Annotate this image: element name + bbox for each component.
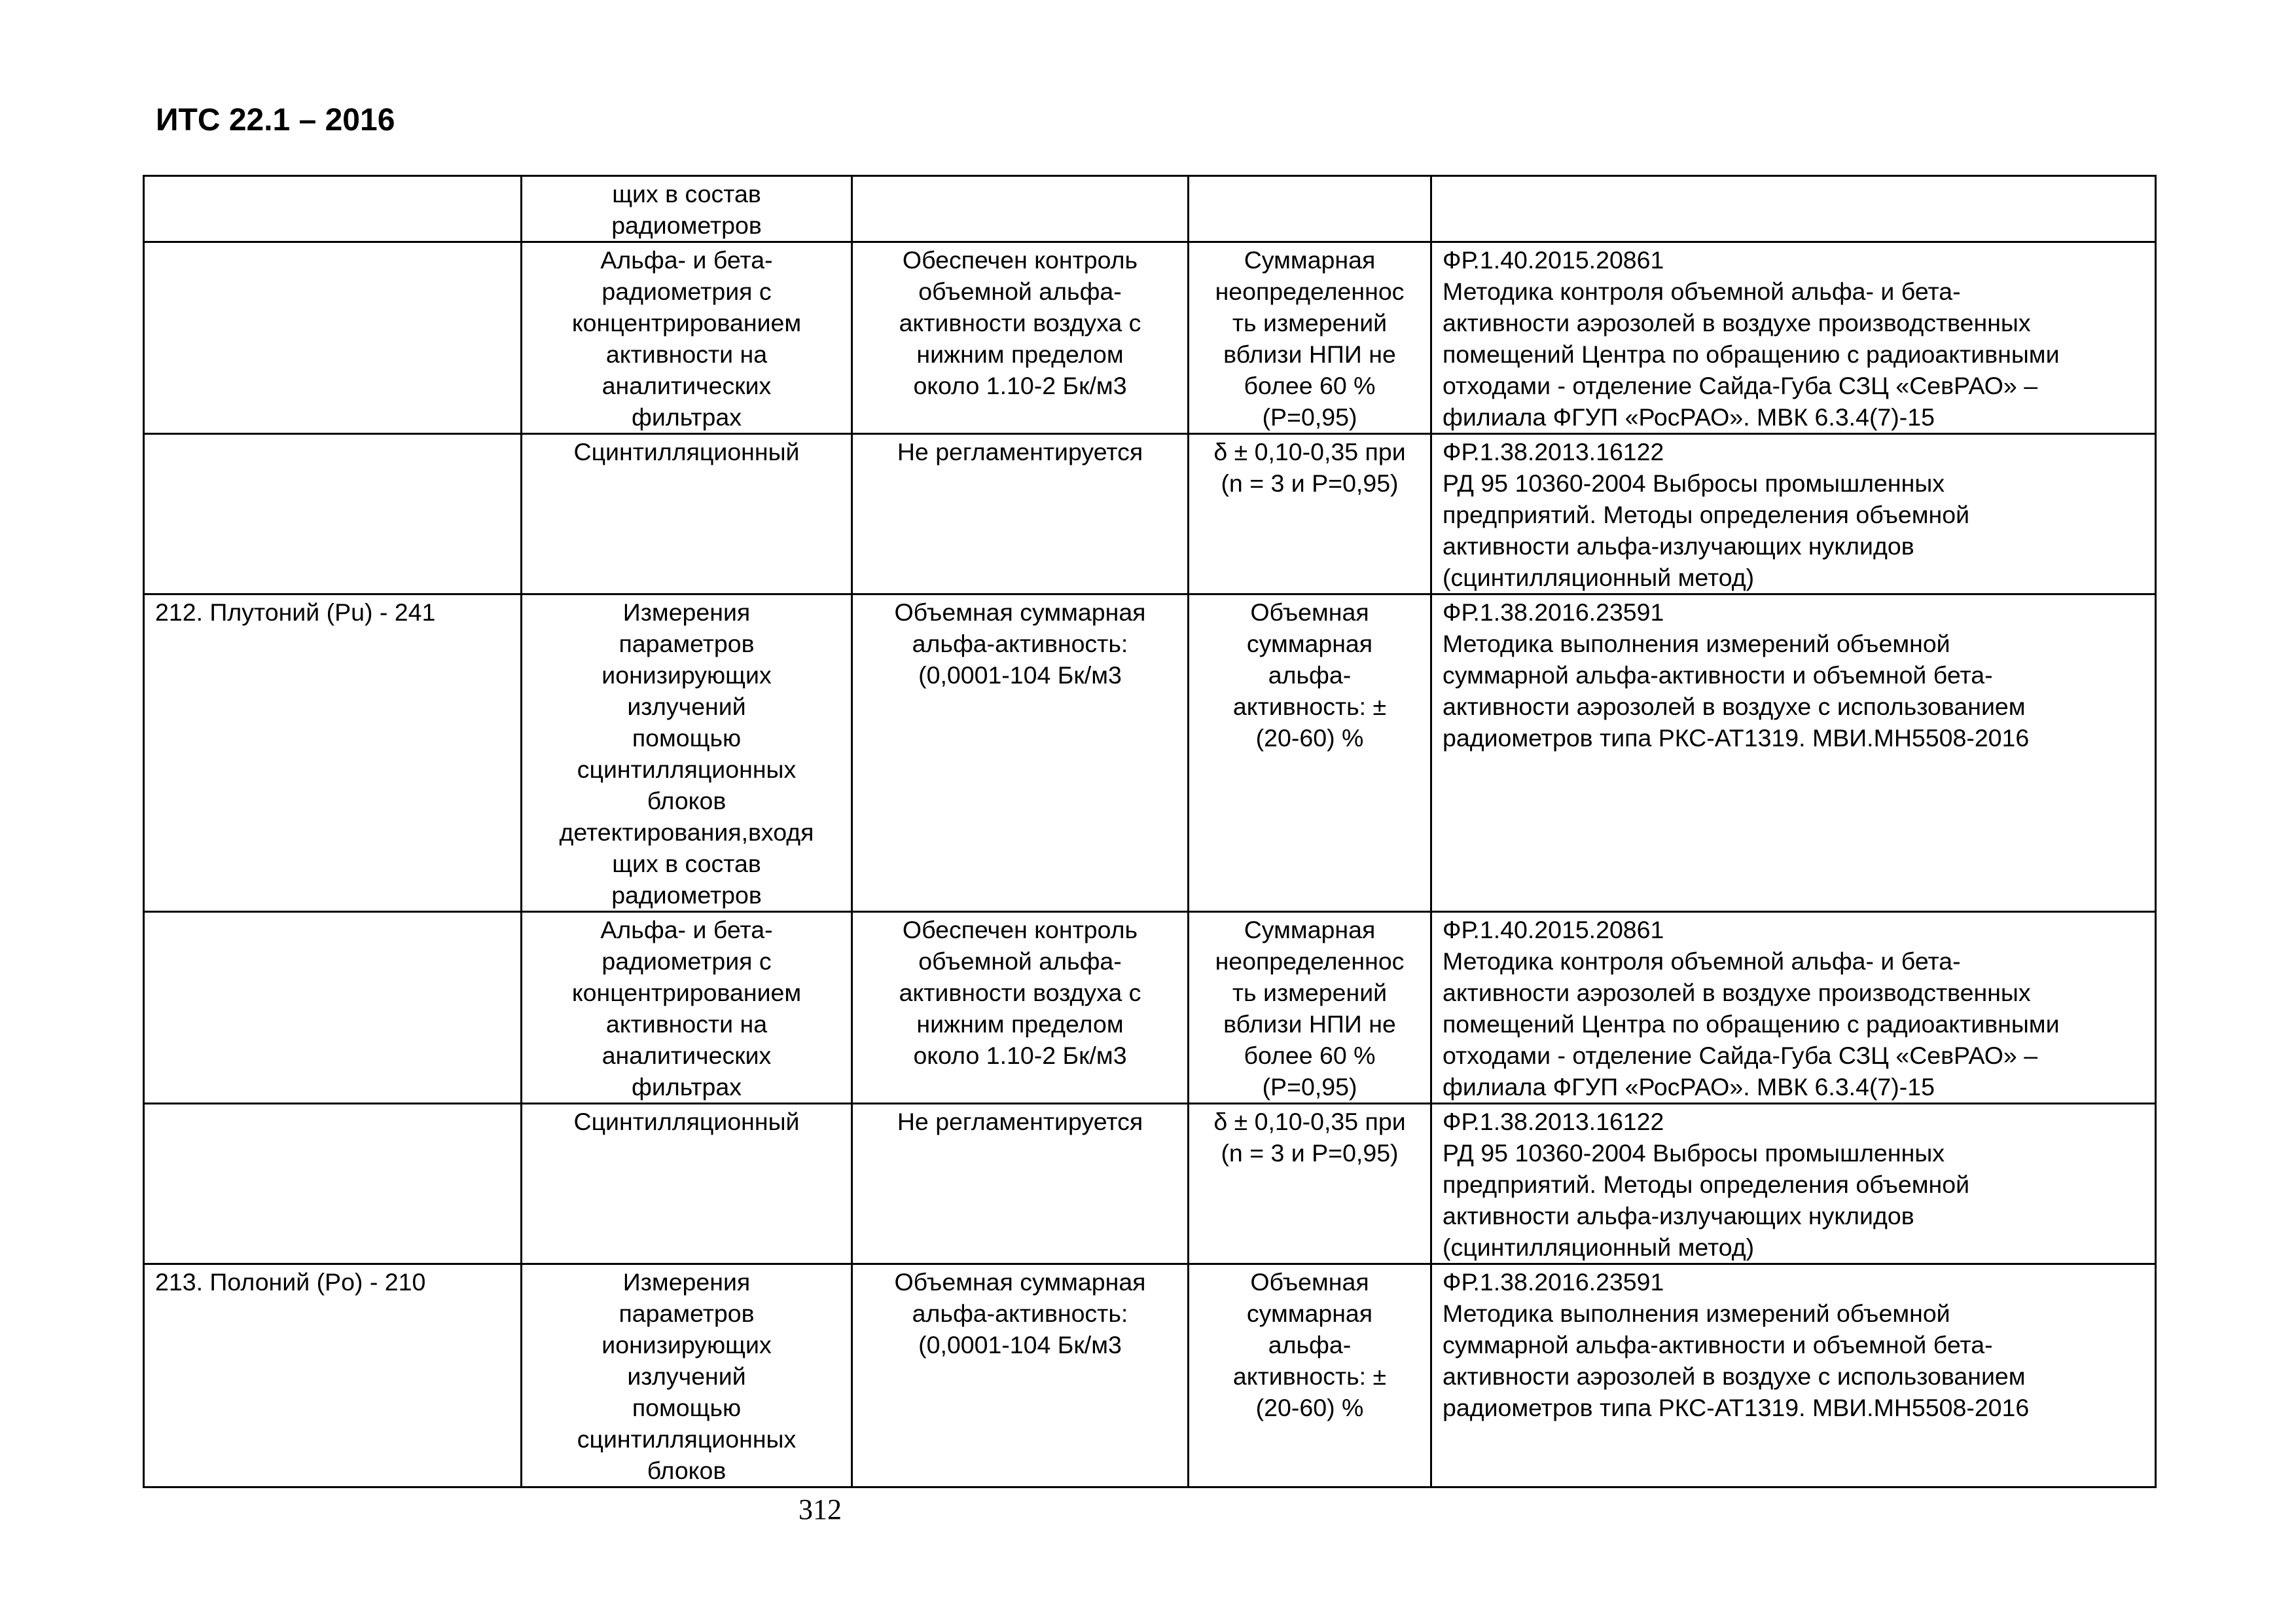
cell-line: Суммарная [1244, 246, 1376, 274]
cell-line: ть измерений [1232, 979, 1388, 1006]
substance-cell [144, 242, 522, 434]
substance-name: 212. Плутоний (Pu) - 241 [155, 598, 436, 626]
cell-line: более 60 % [1244, 372, 1376, 399]
cell-line: ФР.1.38.2013.16122 [1443, 438, 1664, 465]
cell-line: концентрированием [571, 979, 802, 1006]
cell-line: вблизи НПИ не [1223, 1010, 1396, 1038]
cell-line: отходами - отделение Сайда-Губа СЗЦ «СевРАО» – [1443, 1042, 2038, 1069]
page-number: 312 [798, 1493, 842, 1525]
accuracy-cell [1189, 594, 1431, 912]
cell-line: филиала ФГУП «РосРАО». МВК 6.3.4(7)-15 [1443, 403, 1935, 431]
cell-line: ФР.1.38.2016.23591 [1443, 1268, 1664, 1296]
range-cell [852, 176, 1189, 242]
document-cell [1431, 1264, 2156, 1487]
methods-table [143, 175, 2157, 1488]
table-row [144, 1104, 2156, 1264]
accuracy-cell [1189, 1104, 1431, 1264]
cell-line: нижним пределом [916, 340, 1124, 368]
cell-line: активности на [605, 1010, 768, 1038]
cell-line: параметров [619, 630, 755, 657]
cell-line: фильтрах [632, 1073, 742, 1101]
cell-line: ть измерений [1232, 309, 1388, 337]
cell-line: помощью [632, 724, 742, 752]
cell-line: Методика контроля объемной альфа- и бета- [1443, 947, 1961, 975]
document-cell [1431, 176, 2156, 242]
cell-line: РД 95 10360-2004 Выбросы промышленных [1443, 469, 1945, 497]
accuracy-cell [1189, 176, 1431, 242]
cell-line: фильтрах [632, 403, 742, 431]
cell-line: альфа-активность: [912, 1300, 1128, 1327]
accuracy-cell [1189, 1264, 1431, 1487]
document-cell [1431, 594, 2156, 912]
cell-line: Измерения [622, 1268, 751, 1296]
cell-line: помощью [632, 1394, 742, 1421]
accuracy-cell [1189, 242, 1431, 434]
method-cell [522, 176, 852, 242]
cell-line: (0,0001-104 Бк/м3 [918, 1331, 1122, 1359]
cell-line: блоков [647, 787, 726, 814]
range-cell [852, 912, 1189, 1104]
cell-line: (0,0001-104 Бк/м3 [918, 661, 1122, 689]
cell-line: отходами - отделение Сайда-Губа СЗЦ «СевРАО» – [1443, 372, 2038, 399]
cell-line: около 1.10-2 Бк/м3 [913, 1042, 1127, 1069]
cell-line: сцинтилляционных [577, 756, 797, 783]
cell-line: ионизирующих [601, 661, 772, 689]
cell-line: Методика контроля объемной альфа- и бета- [1443, 278, 1961, 305]
cell-line: неопределеннос [1215, 947, 1405, 975]
cell-line: радиометрия с [601, 278, 772, 305]
cell-line: Не регламентируется [897, 438, 1143, 465]
range-cell [852, 1264, 1189, 1487]
cell-line: концентрированием [571, 309, 802, 337]
cell-line: Сцинтилляционный [573, 438, 800, 465]
cell-line: активности аэрозолей в воздухе производственных [1443, 309, 2031, 337]
cell-line: ионизирующих [601, 1331, 772, 1359]
cell-line: активности на [605, 340, 768, 368]
method-cell [522, 1264, 852, 1487]
cell-line: активности аэрозолей в воздухе с использованием [1443, 693, 2026, 720]
table-row [144, 434, 2156, 594]
cell-line: неопределеннос [1215, 278, 1405, 305]
cell-line: (Р=0,95) [1262, 1073, 1357, 1101]
cell-line: радиометров [611, 211, 762, 239]
cell-line: альфа-активность: [912, 630, 1128, 657]
document-cell [1431, 1104, 2156, 1264]
method-cell [522, 434, 852, 594]
substance-cell [144, 912, 522, 1104]
cell-line: активности воздуха с [899, 309, 1141, 337]
method-cell [522, 912, 852, 1104]
cell-line: ФР.1.38.2016.23591 [1443, 598, 1664, 626]
cell-line: щих в состав [612, 180, 761, 208]
substance-cell [144, 434, 522, 594]
substance-cell [144, 1264, 522, 1487]
cell-line: предприятий. Методы определения объемной [1443, 501, 1970, 528]
cell-line: предприятий. Методы определения объемной [1443, 1171, 1970, 1198]
cell-line: активности альфа-излучающих нуклидов [1443, 532, 1914, 560]
cell-line: активности воздуха с [899, 979, 1141, 1006]
cell-line: Сцинтилляционный [573, 1108, 800, 1135]
cell-line: радиометров типа РКС-АТ1319. МВИ.МН5508-2016 [1443, 1394, 2030, 1421]
table-row [144, 594, 2156, 912]
accuracy-cell [1189, 434, 1431, 594]
method-cell [522, 242, 852, 434]
cell-line: филиала ФГУП «РосРАО». МВК 6.3.4(7)-15 [1443, 1073, 1935, 1101]
cell-line: суммарная [1246, 1300, 1373, 1327]
cell-line: помещений Центра по обращению с радиоактивными [1443, 340, 2060, 368]
cell-line: Альфа- и бета- [600, 916, 773, 943]
substance-cell [144, 594, 522, 912]
substance-cell [144, 176, 522, 242]
cell-line: альфа- [1268, 661, 1352, 689]
method-cell [522, 1104, 852, 1264]
method-cell [522, 594, 852, 912]
cell-line: суммарной альфа-активности и объемной бета- [1443, 661, 1993, 689]
substance-name: 213. Полоний (Po) - 210 [155, 1268, 426, 1296]
cell-line: ФР.1.40.2015.20861 [1443, 246, 1664, 274]
cell-line: радиометров типа РКС-АТ1319. МВИ.МН5508-2016 [1443, 724, 2030, 752]
cell-line: активности аэрозолей в воздухе производственных [1443, 979, 2031, 1006]
range-cell [852, 434, 1189, 594]
document-header: ИТС 22.1 – 2016 [156, 103, 395, 137]
document-cell [1431, 434, 2156, 594]
range-cell [852, 594, 1189, 912]
cell-line: активности аэрозолей в воздухе с использованием [1443, 1362, 2026, 1390]
range-cell [852, 1104, 1189, 1264]
cell-line: ФР.1.38.2013.16122 [1443, 1108, 1664, 1135]
cell-line: (сцинтилляционный метод) [1443, 564, 1755, 591]
substance-cell [144, 1104, 522, 1264]
cell-line: Обеспечен контроль [902, 916, 1138, 943]
cell-line: Объемная суммарная [894, 598, 1146, 626]
cell-line: блоков [647, 1457, 726, 1484]
cell-line: (20-60) % [1255, 724, 1364, 752]
cell-line: суммарной альфа-активности и объемной бета- [1443, 1331, 1993, 1359]
cell-line: щих в состав [612, 850, 761, 877]
cell-line: Измерения [622, 598, 751, 626]
cell-line: Не регламентируется [897, 1108, 1143, 1135]
cell-line: помещений Центра по обращению с радиоактивными [1443, 1010, 2060, 1038]
cell-line: Методика выполнения измерений объемной [1443, 630, 1950, 657]
cell-line: активности альфа-излучающих нуклидов [1443, 1202, 1914, 1230]
cell-line: (сцинтилляционный метод) [1443, 1233, 1755, 1261]
cell-line: Объемная суммарная [894, 1268, 1146, 1296]
cell-line: Обеспечен контроль [902, 246, 1138, 274]
table-row [144, 176, 2156, 242]
cell-line: Методика выполнения измерений объемной [1443, 1300, 1950, 1327]
cell-line: (n = 3 и Р=0,95) [1221, 1139, 1399, 1167]
cell-line: нижним пределом [916, 1010, 1124, 1038]
cell-line: δ ± 0,10-0,35 при [1213, 438, 1406, 465]
cell-line: δ ± 0,10-0,35 при [1213, 1108, 1406, 1135]
cell-line: Альфа- и бета- [600, 246, 773, 274]
range-cell [852, 242, 1189, 434]
cell-line: Суммарная [1244, 916, 1376, 943]
cell-line: объемной альфа- [918, 278, 1122, 305]
cell-line: активность: ± [1232, 693, 1387, 720]
cell-line: радиометров [611, 881, 762, 909]
cell-line: РД 95 10360-2004 Выбросы промышленных [1443, 1139, 1945, 1167]
cell-line: аналитических [601, 1042, 772, 1069]
cell-line: параметров [619, 1300, 755, 1327]
cell-line: излучений [627, 693, 746, 720]
accuracy-cell [1189, 912, 1431, 1104]
cell-line: (n = 3 и Р=0,95) [1221, 469, 1399, 497]
cell-line: вблизи НПИ не [1223, 340, 1396, 368]
cell-line: суммарная [1246, 630, 1373, 657]
table-row [144, 1264, 2156, 1487]
cell-line: объемной альфа- [918, 947, 1122, 975]
cell-line: более 60 % [1244, 1042, 1376, 1069]
cell-line: детектирования,входя [559, 818, 814, 846]
cell-line: альфа- [1268, 1331, 1352, 1359]
document-cell [1431, 242, 2156, 434]
cell-line: излучений [627, 1362, 746, 1390]
cell-line: сцинтилляционных [577, 1425, 797, 1453]
cell-line: радиометрия с [601, 947, 772, 975]
table-row [144, 242, 2156, 434]
cell-line: ФР.1.40.2015.20861 [1443, 916, 1664, 943]
cell-line: активность: ± [1232, 1362, 1387, 1390]
cell-line: (Р=0,95) [1262, 403, 1357, 431]
cell-line: Объемная [1250, 1268, 1369, 1296]
cell-line: около 1.10-2 Бк/м3 [913, 372, 1127, 399]
cell-line: аналитических [601, 372, 772, 399]
cell-line: Объемная [1250, 598, 1369, 626]
table-row [144, 912, 2156, 1104]
document-cell [1431, 912, 2156, 1104]
cell-line: (20-60) % [1255, 1394, 1364, 1421]
